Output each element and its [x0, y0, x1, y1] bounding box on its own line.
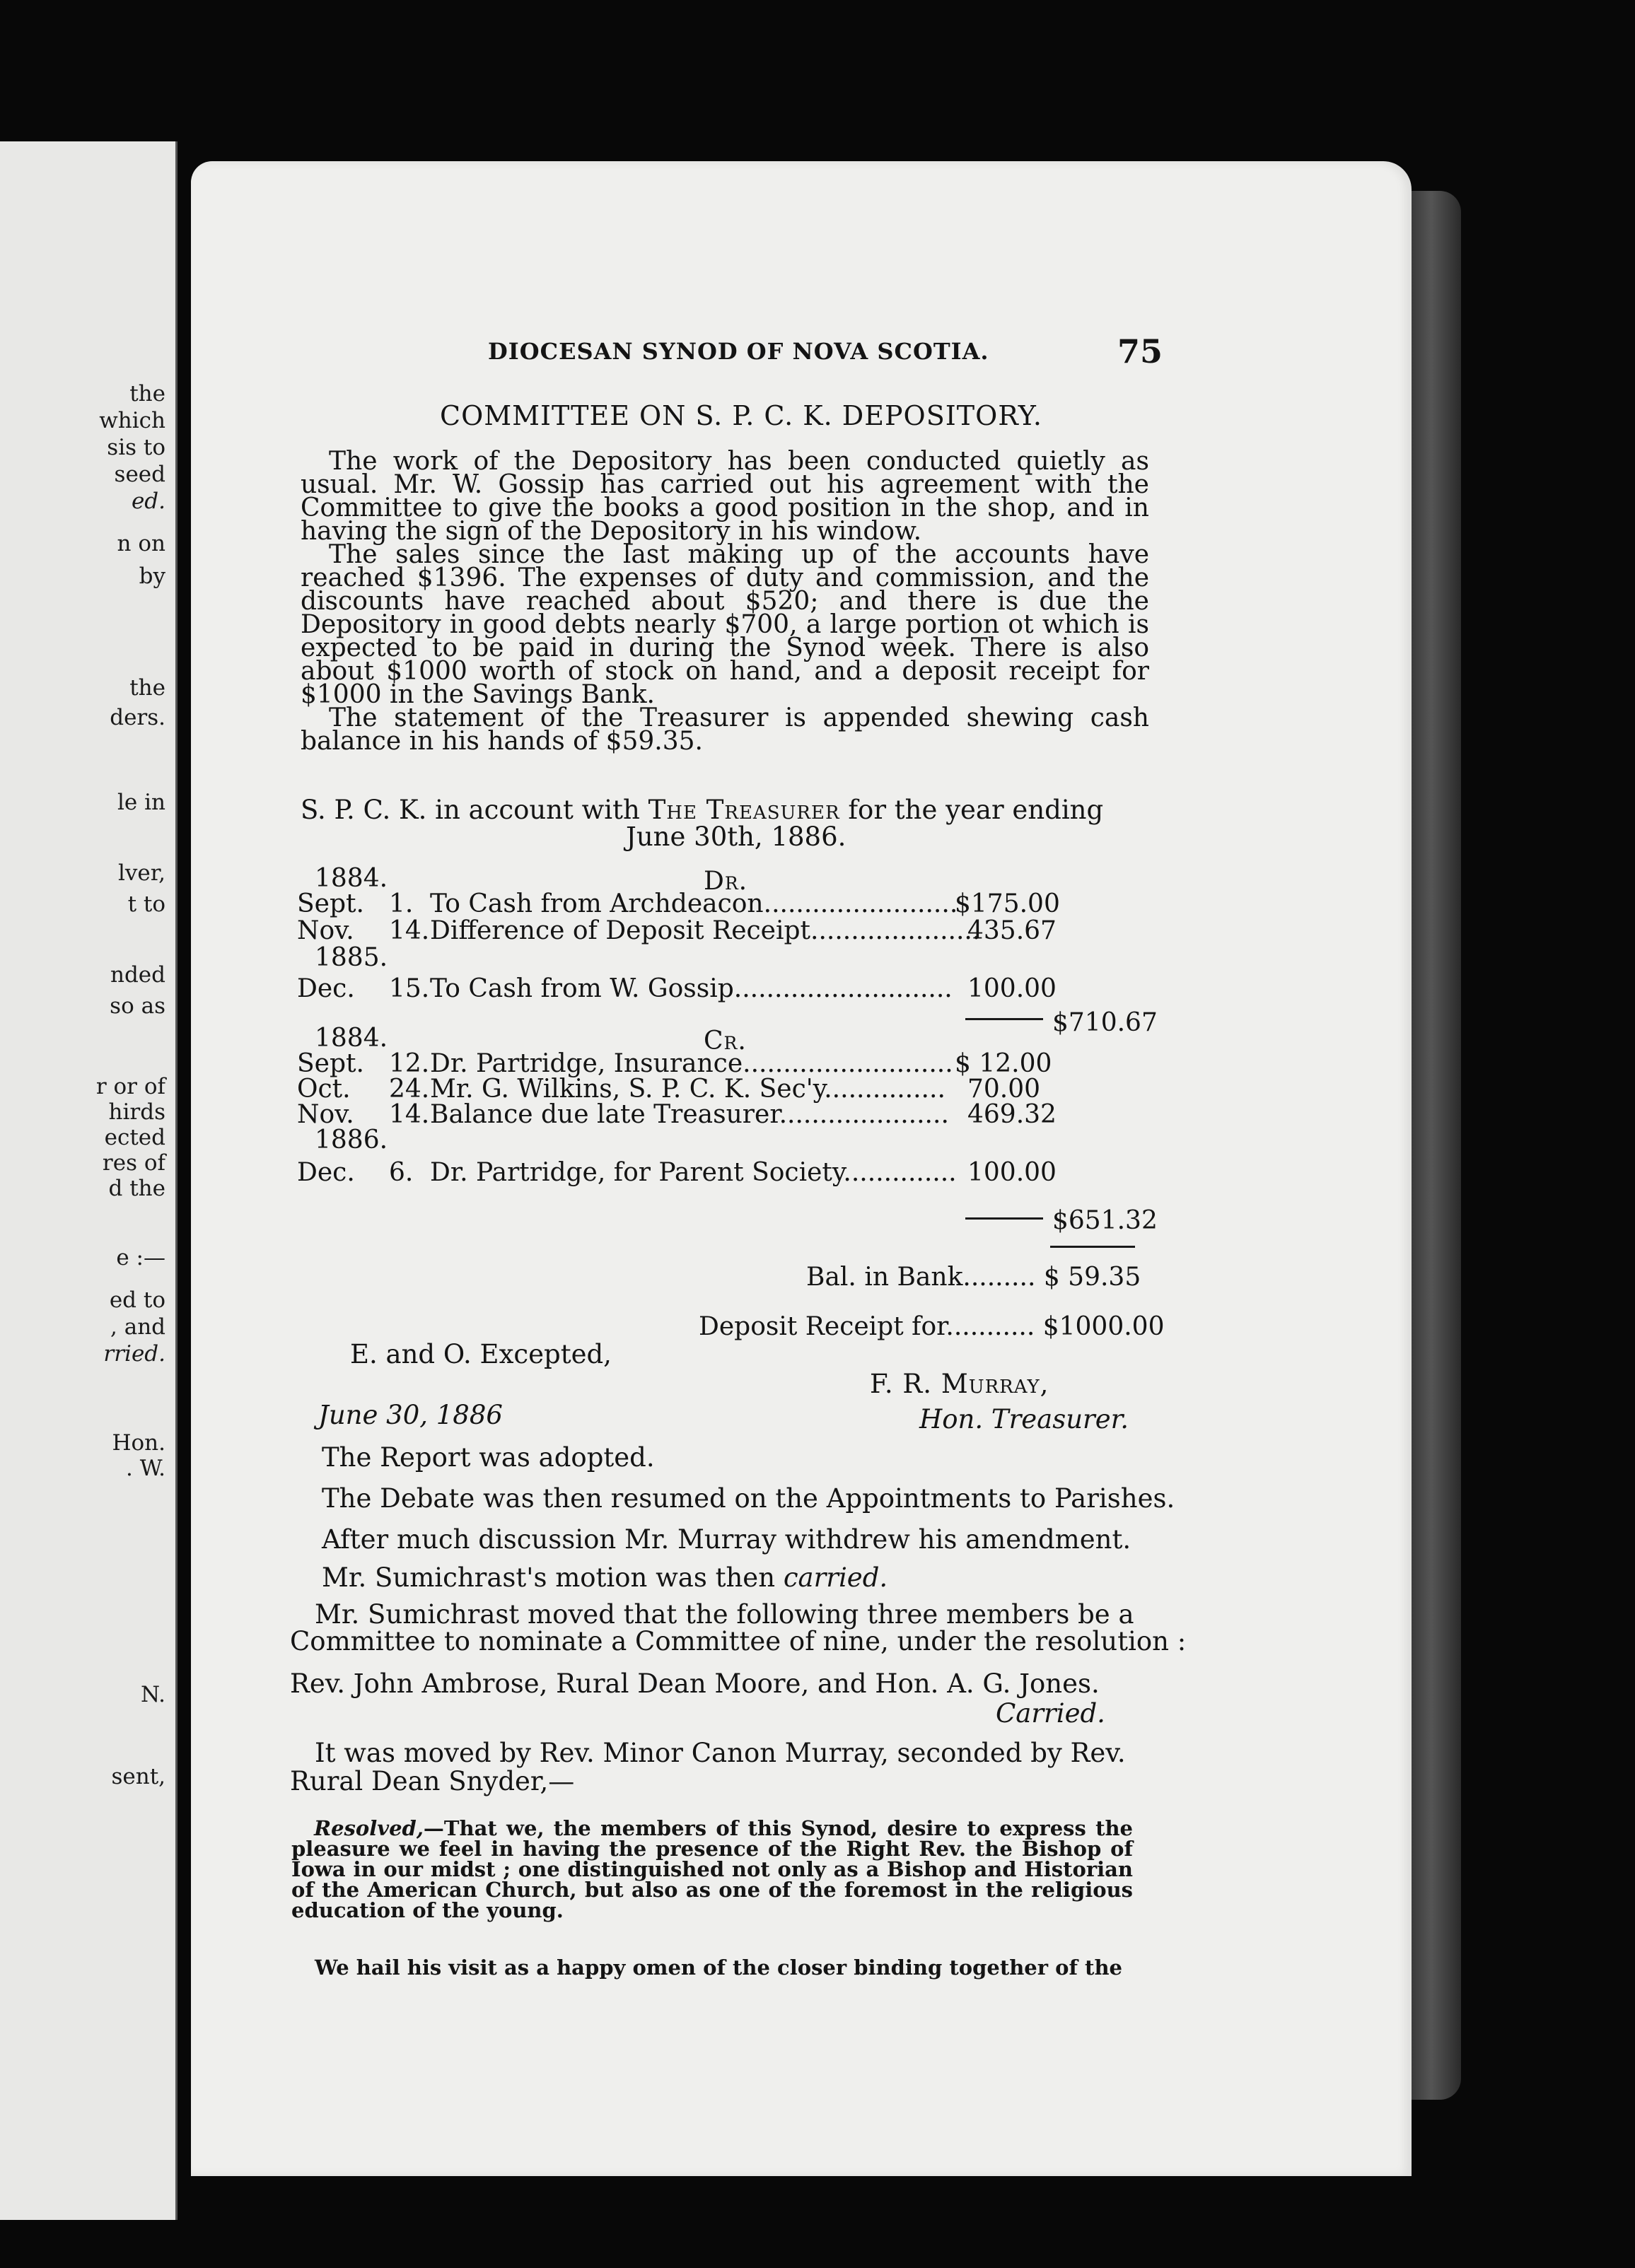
dr-day: 14. [389, 916, 430, 945]
running-title: DIOCESAN SYNOD OF NOVA SCOTIA. [488, 338, 989, 365]
cr-desc: Dr. Partridge, Insurance.......................... [430, 1049, 953, 1078]
deposit-line: Deposit Receipt for........... $1000.00 [699, 1312, 1165, 1341]
moved-line-1: Mr. Sumichrast moved that the following three members be a [315, 1599, 1134, 1630]
facing-page-fragment: by [139, 563, 165, 589]
facing-page-fragment: Hon. [112, 1430, 165, 1456]
paragraph-2: The sales since the last making up of the accounts have reached $1396. The expenses of duty and commission, and the discounts have reached about $520; and there is due the Depository in good debts nearly $700, a large portion ot which is expected to be paid in during the Synod week. There is also about $1000 worth of stock on hand, and a deposit receipt for $1000 in the Savings Bank. [301, 540, 1149, 709]
dr-desc: To Cash from Archdeacon........................ [430, 889, 958, 918]
cr-amount: 469.32 [967, 1100, 1057, 1129]
facing-page-fragment: d the [108, 1176, 165, 1201]
cr-desc-text: Dr. Partridge, Insurance [430, 1049, 743, 1078]
cr-row-2 [297, 1075, 1041, 1104]
facing-page-fragment: nded [110, 962, 165, 988]
cr-month: Dec. [297, 1158, 355, 1187]
facing-page-fragment: rried. [103, 1341, 165, 1367]
cr-row-4 [297, 1158, 1057, 1187]
facing-page-fragment: ed. [131, 489, 165, 514]
facing-page-fragment: n on [117, 531, 165, 556]
motion-text: Mr. Sumichrast's motion was then [322, 1562, 776, 1593]
cr-year-2: 1886. [315, 1126, 388, 1155]
cr-label: Cr. [704, 1027, 747, 1056]
cr-day: 24. [389, 1075, 430, 1104]
facing-page-fragment: , and [110, 1314, 165, 1340]
facing-page-fragment: hirds [108, 1099, 165, 1125]
dr-total: $710.67 [1052, 1008, 1158, 1037]
dr-desc-text: To Cash from Archdeacon [430, 889, 764, 918]
cr-month: Sept. [297, 1049, 364, 1078]
deposit-label: Deposit Receipt for [699, 1312, 946, 1341]
cr-desc-text: Mr. G. Wilkins, S. P. C. K. Sec'y [430, 1075, 825, 1104]
facing-page-fragment: lver, [117, 860, 165, 886]
treasurer-name: F. R. Murray, [870, 1369, 1049, 1399]
motion-carried [322, 1562, 888, 1593]
cr-day: 6. [389, 1158, 414, 1187]
balance-label: Bal. in Bank [806, 1263, 963, 1292]
cr-total: $651.32 [1052, 1206, 1158, 1235]
dr-desc: Difference of Deposit Receipt..................... [430, 916, 981, 945]
dr-day: 1. [389, 889, 414, 918]
account-heading-c: for the year ending [848, 795, 1104, 825]
account-heading-a: S. P. C. K. in account with [301, 795, 640, 825]
moved-line-2: Committee to nominate a Committee of nine, under the resolution : [290, 1626, 1187, 1656]
cr-row-3 [297, 1100, 1057, 1129]
cr-day: 14. [389, 1100, 430, 1129]
treasurer-role: Hon. Treasurer. [919, 1404, 1129, 1434]
paragraph-3: The statement of the Treasurer is appended shewing cash balance in his hands of $59.35. [301, 703, 1149, 756]
debate-resumed: The Debate was then resumed on the Appointments to Parishes. [322, 1483, 1175, 1514]
cr-month: Nov. [297, 1100, 354, 1129]
dr-month: Sept. [297, 889, 364, 918]
cr-amount: 100.00 [967, 1158, 1057, 1187]
deposit-amount: $1000.00 [1042, 1312, 1165, 1341]
cr-month: Oct. [297, 1075, 351, 1104]
dr-row-3 [297, 974, 1057, 1003]
facing-page-fragment: le in [117, 790, 165, 815]
cr-total-rule [965, 1217, 1043, 1220]
dr-row-1 [297, 889, 1060, 918]
facing-page-fragment: res of [102, 1150, 165, 1176]
resolution-last-line: We hail his visit as a happy omen of the closer binding together of the [315, 1956, 1122, 1980]
facing-page-fragment: sent, [111, 1764, 165, 1789]
facing-page-fragment: sis to [107, 435, 165, 460]
facing-page-fragment: ed to [109, 1287, 165, 1313]
account-heading-line1 [301, 797, 1103, 823]
account-heading-treasurer: The Treasurer [648, 795, 840, 825]
resolution [291, 1818, 1133, 1921]
dr-day: 15. [389, 974, 430, 1003]
dr-desc: To Cash from W. Gossip........................... [430, 974, 953, 1003]
dr-amount: 435.67 [967, 916, 1057, 945]
report-adopted: The Report was adopted. [322, 1442, 655, 1473]
dr-year-2: 1885. [315, 943, 388, 972]
dr-total-rule [965, 1018, 1043, 1020]
cr-year: 1884. [315, 1024, 388, 1053]
dr-year: 1884. [315, 864, 388, 893]
balance-amount: $ 59.35 [1043, 1263, 1141, 1292]
carried-mark: Carried. [996, 1698, 1105, 1729]
facing-page-fragment: t to [127, 892, 165, 917]
page-edge [1412, 191, 1461, 2100]
dr-desc-text: To Cash from W. Gossip [430, 974, 734, 1003]
cr-day: 12. [389, 1049, 430, 1078]
seconded-line-2: Rural Dean Snyder,— [290, 1766, 575, 1796]
dr-row-2 [297, 916, 1057, 945]
account-heading-line2: June 30th, 1886. [626, 822, 846, 852]
dr-month: Dec. [297, 974, 355, 1003]
section-title: COMMITTEE ON S. P. C. K. DEPOSITORY. [440, 400, 1042, 431]
balance-rule [1050, 1246, 1135, 1248]
facing-page-fragment: which [99, 408, 165, 433]
dr-month: Nov. [297, 916, 354, 945]
seconded-line-1: It was moved by Rev. Minor Canon Murray, seconded by Rev. [315, 1738, 1126, 1768]
report-text [301, 447, 1149, 756]
eo-excepted: E. and O. Excepted, [350, 1339, 612, 1369]
cr-row-1 [297, 1049, 1052, 1078]
facing-page-fragment: . W. [125, 1456, 165, 1481]
facing-page [0, 141, 178, 2220]
facing-page-fragment: r or of [95, 1074, 165, 1099]
motion-carried-word: carried. [783, 1562, 888, 1593]
facing-page-fragment: seed [114, 462, 165, 487]
facing-page-fragment: ders. [110, 705, 165, 730]
resolution-text: —That we, the members of this Synod, desire to express the pleasure we feel in having the presence of the Right Rev. the Bishop of Iowa in our midst ; one distinguished not only as a Bishop and Historian of the American Church, but also as one of the foremost in the religious education of the young. [291, 1816, 1133, 1922]
signoff-date: June 30, 1886 [318, 1400, 503, 1430]
dr-desc-text: Difference of Deposit Receipt [430, 916, 810, 945]
paragraph-1: The work of the Depository has been conducted quietly as usual. Mr. W. Gossip has carried out his agreement with the Committee to give the books a good position in the shop, and in having the sign of the Depository in his window. [301, 447, 1149, 546]
cr-desc-text: Dr. Partridge, for Parent Society [430, 1158, 844, 1187]
facing-page-fragment: so as [110, 993, 165, 1019]
facing-page-fragment: the [129, 381, 165, 407]
facing-page-fragment: the [129, 675, 165, 701]
amendment-withdrawn: After much discussion Mr. Murray withdrew his amendment. [322, 1524, 1131, 1555]
cr-desc: Mr. G. Wilkins, S. P. C. K. Sec'y............... [430, 1075, 945, 1104]
facing-page-fragment: ected [104, 1125, 165, 1150]
balance-line: Bal. in Bank......... $ 59.35 [806, 1263, 1141, 1292]
facing-page-fragment: e :— [116, 1245, 165, 1270]
dr-amount: 100.00 [967, 974, 1057, 1003]
facing-page-fragment: N. [141, 1682, 165, 1707]
cr-desc: Dr. Partridge, for Parent Society.............. [430, 1158, 957, 1187]
page-number: 75 [1117, 332, 1163, 370]
dr-label: Dr. [704, 867, 748, 896]
moved-line-3: Rev. John Ambrose, Rural Dean Moore, and Hon. A. G. Jones. [290, 1668, 1100, 1699]
cr-amount: 70.00 [967, 1075, 1041, 1104]
resolved-lead: Resolved, [314, 1816, 424, 1840]
dr-amount: $175.00 [955, 889, 1060, 918]
cr-amount: $ 12.00 [955, 1049, 1052, 1078]
cr-desc: Balance due late Treasurer..................... [430, 1100, 949, 1129]
cr-desc-text: Balance due late Treasurer [430, 1100, 779, 1129]
